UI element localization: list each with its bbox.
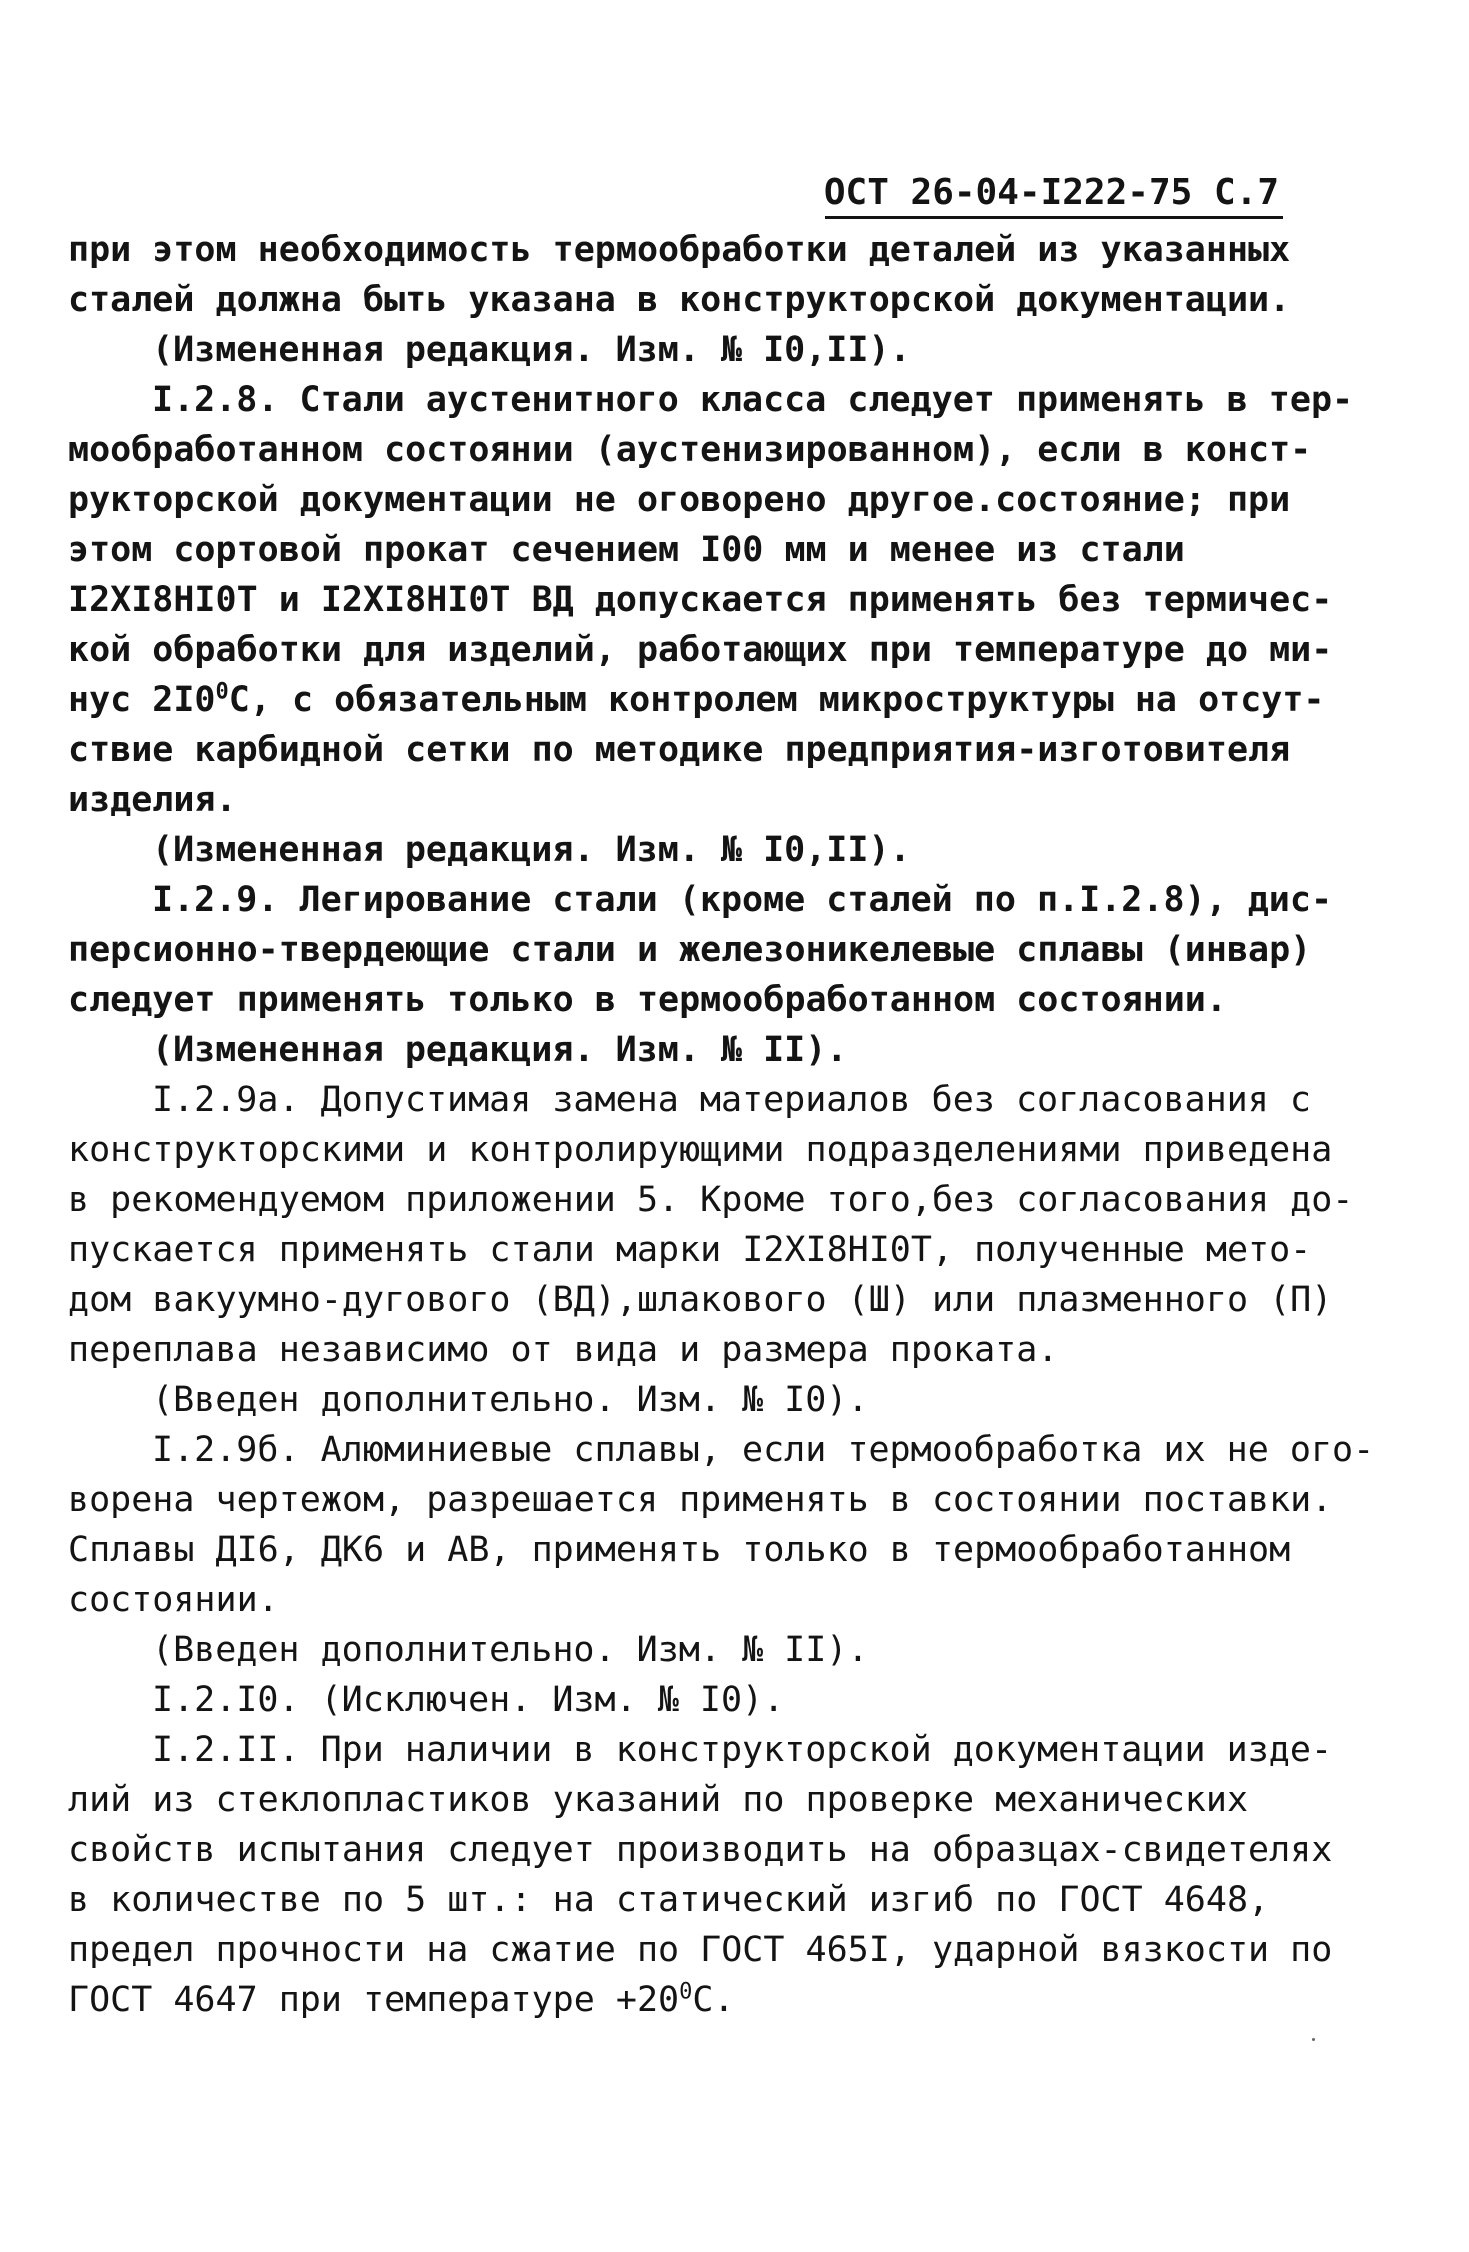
header-underline [825, 216, 1283, 219]
text-line: изделия. [68, 780, 237, 820]
revision-note: (Введен дополнительно. Изм. № I0). [152, 1380, 869, 1420]
text-line: пускается применять стали марки I2XI8HI0T, полученные мето- [68, 1230, 1312, 1270]
text-line: этом сортовой прокат сечением I00 мм и менее из стали [68, 530, 1185, 570]
clause-1-2-10: I.2.I0. (Исключен. Изм. № I0). [152, 1680, 785, 1720]
document-number-header: ОСТ 26-04-I222-75 С.7 [823, 172, 1279, 213]
degree-superscript: 0 [679, 1979, 693, 2005]
text-line: ствие карбидной сетки по методике предприятия-изготовителя [68, 730, 1291, 770]
text-segment: C, с обязательным контролем микроструктуры на отсут- [228, 680, 1325, 720]
text-line: Сплавы ДI6, ДК6 и АВ, применять только в термообработанном [68, 1530, 1291, 1570]
text-line: дом вакуумно-дугового (ВД),шлакового (Ш) или плазменного (П) [68, 1280, 1333, 1320]
text-segment: C. [692, 1980, 735, 2020]
text-line: конструкторскими и контролирующими подразделениями приведена [68, 1130, 1333, 1170]
text-segment: ГОСТ 4647 при температуре +20 [68, 1980, 680, 2020]
revision-note: (Измененная редакция. Изм. № I0,II). [152, 330, 911, 370]
text-line: кой обработки для изделий, работающих при температуре до ми- [68, 630, 1333, 670]
text-line: свойств испытания следует производить на образцах-свидетелях [68, 1830, 1333, 1870]
text-line: сталей должна быть указана в конструкторской документации. [68, 280, 1291, 320]
text-line: I2XI8HI0T и I2XI8HI0T ВД допускается применять без термичес- [68, 580, 1333, 620]
degree-superscript: 0 [215, 679, 229, 705]
revision-note: (Введен дополнительно. Изм. № II). [152, 1630, 869, 1670]
text-line: рукторской документации не оговорено другое.состояние; при [68, 480, 1291, 520]
clause-1-2-8: I.2.8. Стали аустенитного класса следует применять в тер- [152, 380, 1354, 420]
text-line: ворена чертежом, разрешается применять в состоянии поставки. [68, 1480, 1333, 1520]
text-line: персионно-твердеющие стали и железоникелевые сплавы (инвар) [68, 930, 1312, 970]
text-line-with-degree [68, 1975, 1358, 2025]
revision-note: (Измененная редакция. Изм. № I0,II). [152, 830, 911, 870]
text-line: лий из стеклопластиков указаний по проверке механических [68, 1780, 1249, 1820]
text-line: при этом необходимость термообработки деталей из указанных [68, 230, 1291, 270]
text-line: следует применять только в термообработанном состоянии. [68, 980, 1227, 1020]
revision-note: (Измененная редакция. Изм. № II). [152, 1030, 848, 1070]
body-text [68, 225, 1375, 2025]
text-line: в рекомендуемом приложении 5. Кроме того,без согласования до- [68, 1180, 1354, 1220]
clause-1-2-9b: I.2.9б. Алюминиевые сплавы, если термообработка их не ого- [152, 1430, 1375, 1470]
text-line: в количестве по 5 шт.: на статический изгиб по ГОСТ 4648, [68, 1880, 1270, 1920]
scan-speck [1312, 2038, 1315, 2041]
text-segment: нус 2I0 [68, 680, 216, 720]
clause-1-2-9a: I.2.9а. Допустимая замена материалов без согласования с [152, 1080, 1311, 1120]
text-line: предел прочности на сжатие по ГОСТ 465I, ударной вязкости по [68, 1930, 1333, 1970]
clause-1-2-9: I.2.9. Легирование стали (кроме сталей по п.I.2.8), дис- [152, 880, 1333, 920]
clause-1-2-11: I.2.II. При наличии в конструкторской документации изде- [152, 1730, 1333, 1770]
text-line: мообработанном состоянии (аустенизированном), если в конст- [68, 430, 1312, 470]
text-line: переплава независимо от вида и размера проката. [68, 1330, 1059, 1370]
text-line-with-degree [68, 675, 1358, 725]
text-line: состоянии. [68, 1580, 279, 1620]
